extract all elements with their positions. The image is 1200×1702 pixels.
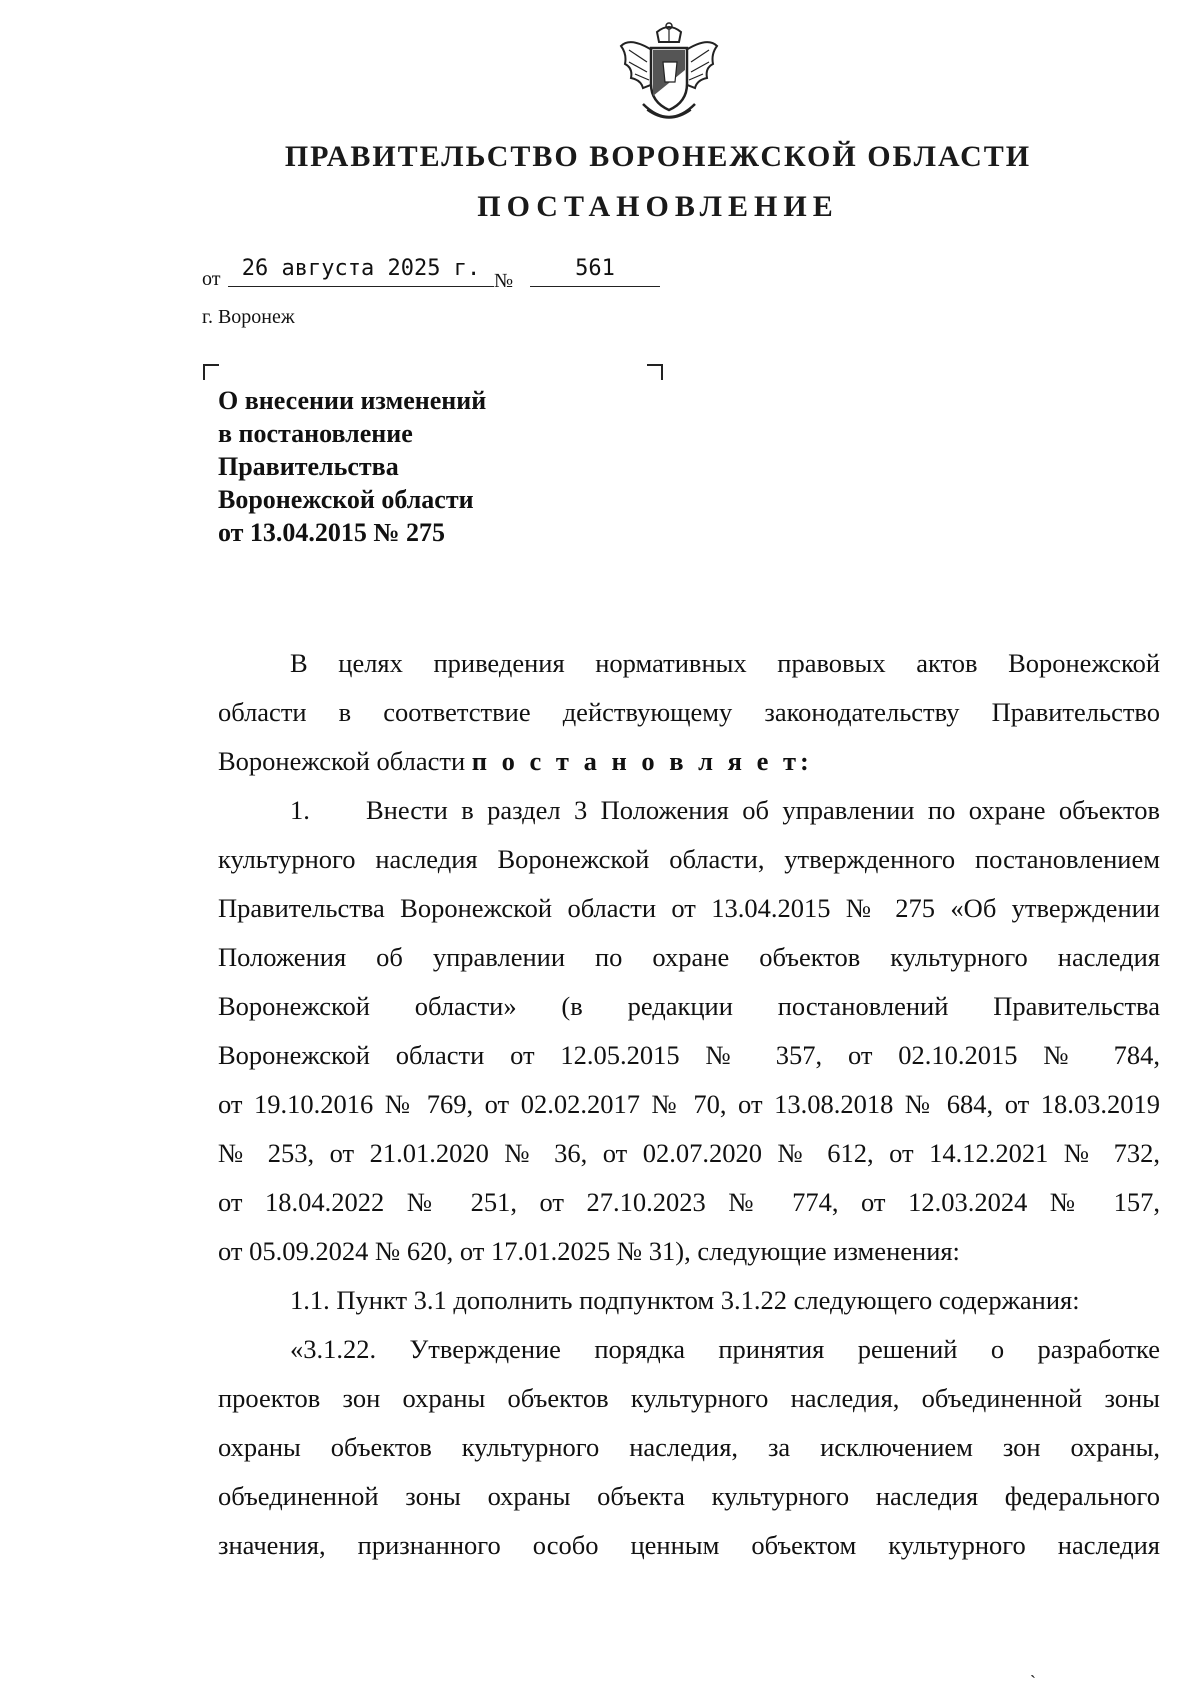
body-line: объединенной зоны охраны объекта культурного наследия федерального <box>218 1481 1160 1511</box>
number-label: № <box>494 270 514 292</box>
subject-line: О внесении изменений <box>218 386 487 415</box>
body-line <box>218 746 1160 780</box>
body-line: охраны объектов культурного наследия, за исключением зон охраны, <box>218 1432 1160 1462</box>
scan-mark: ˏ <box>1030 1658 1036 1678</box>
subject-line: от 13.04.2015 № 275 <box>218 518 446 547</box>
subject-line: Правительства <box>218 452 399 481</box>
body-line: Положения об управлении по охране объектов культурного наследия <box>218 942 1160 972</box>
body-line: от 05.09.2024 № 620, от 17.01.2025 № 31), следующие изменения: <box>218 1236 960 1266</box>
body-line <box>290 795 1160 829</box>
body-text: Внести в раздел 3 Положения об управлении по охране объектов <box>366 795 1160 825</box>
from-label: от <box>202 268 221 290</box>
body-line: В целях приведения нормативных правовых актов Воронежской <box>290 648 1160 678</box>
item-number: 1. <box>290 795 310 825</box>
body-line: от 18.04.2022 № 251, от 27.10.2023 № 774, от 12.03.2024 № 157, <box>218 1187 1160 1217</box>
body-line: № 253, от 21.01.2020 № 36, от 02.07.2020 № 612, от 14.12.2021 № 732, <box>218 1138 1160 1168</box>
government-title: ПРАВИТЕЛЬСТВО ВОРОНЕЖСКОЙ ОБЛАСТИ <box>284 140 1032 173</box>
city: г. Воронеж <box>202 306 295 328</box>
document-type: ПОСТАНОВЛЕНИЕ <box>477 190 839 223</box>
corner-bracket-left <box>203 364 219 380</box>
body-line: значения, признанного особо ценным объектом культурного наследия <box>218 1530 1160 1560</box>
decree-verb: п о с т а н о в л я е т: <box>471 746 813 776</box>
body-line: от 19.10.2016 № 769, от 02.02.2017 № 70, от 13.08.2018 № 684, от 18.03.2019 <box>218 1089 1160 1119</box>
body-line: 1.1. Пункт 3.1 дополнить подпунктом 3.1.22 следующего содержания: <box>290 1285 1080 1315</box>
body-line: культурного наследия Воронежской области, утвержденного постановлением <box>218 844 1160 874</box>
body-line: Правительства Воронежской области от 13.04.2015 № 275 «Об утверждении <box>218 893 1160 923</box>
subject-line: в постановление <box>218 419 413 448</box>
coat-of-arms-icon <box>617 22 721 130</box>
body-line: Воронежской области» (в редакции постановлений Правительства <box>218 991 1160 1021</box>
document-subject <box>218 384 658 549</box>
body-line: Воронежской области от 12.05.2015 № 357, от 02.10.2015 № 784, <box>218 1040 1160 1070</box>
body-line: проектов зон охраны объектов культурного наследия, объединенной зоны <box>218 1383 1160 1413</box>
corner-bracket-right <box>647 364 663 380</box>
body-line: области в соответствие действующему законодательству Правительство <box>218 697 1160 727</box>
document-number: 561 <box>530 256 660 287</box>
document-date: 26 августа 2025 г. <box>228 256 494 287</box>
body-text: Воронежской области <box>218 746 466 776</box>
date-number-row <box>202 256 662 292</box>
subject-line: Воронежской области <box>218 485 474 514</box>
body-line: «3.1.22. Утверждение порядка принятия решений о разработке <box>290 1334 1160 1364</box>
